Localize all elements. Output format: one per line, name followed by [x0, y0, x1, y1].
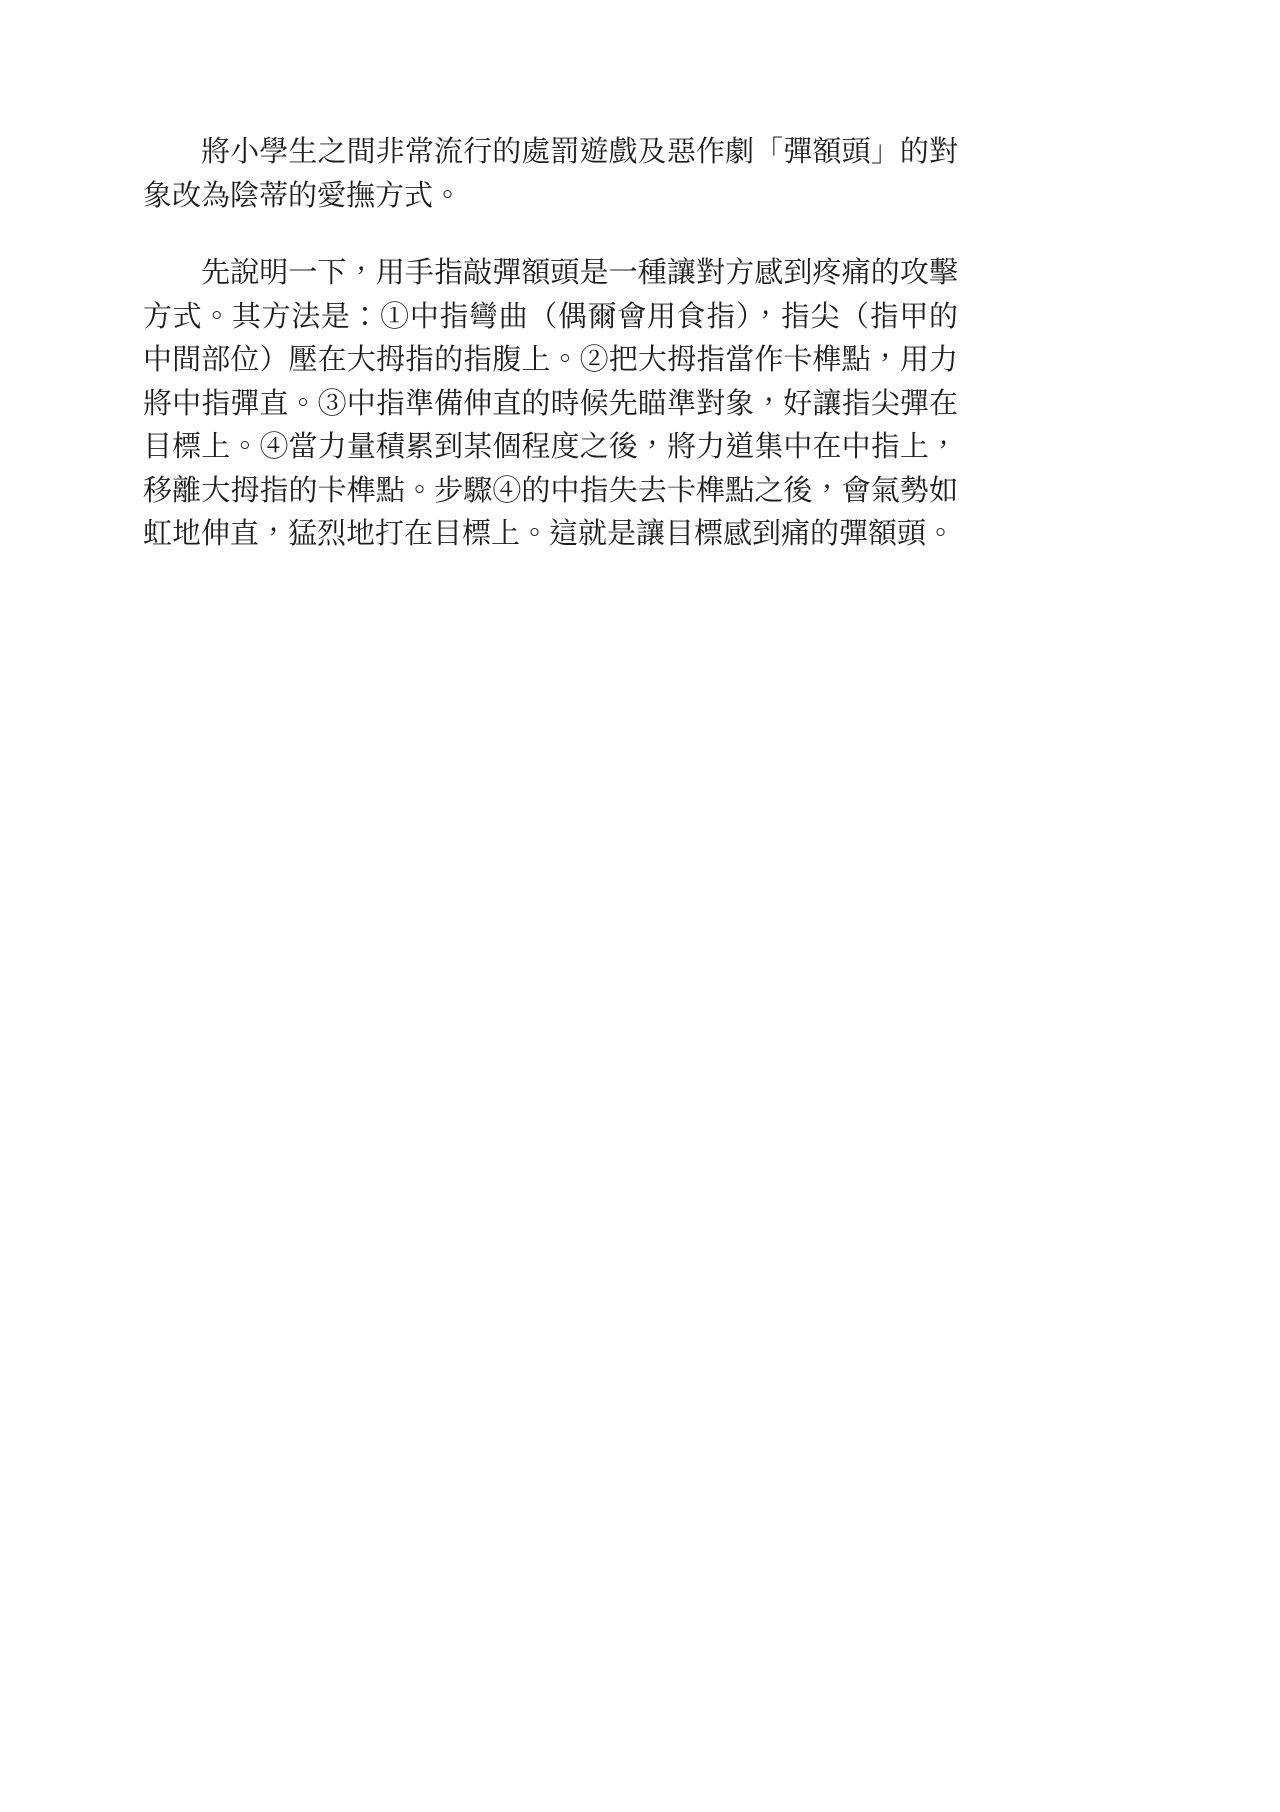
paragraph-intro: 將小學生之間非常流行的處罰遊戲及惡作劇「彈額頭」的對象改為陰蒂的愛撫方式。: [143, 136, 958, 212]
paragraph-explanation: 先說明一下，用手指敲彈額頭是一種讓對方感到疼痛的攻擊方式。其方法是：①中指彎曲（偶爾會用食指），指尖（指甲的中間部位）壓在大拇指的指腹上。②把大拇指當作卡榫點，用力將中指彈直。③中指準備伸直的時候先瞄準對象，好讓指尖彈在目標上。④當力量積累到某個程度之後，將力道集中在中指上，移離大拇指的卡榫點。步驟④的中指失去卡榫點之後，會氣勢如虹地伸直，猛烈地打在目標上。這就是讓目標感到痛的彈額頭。: [143, 257, 958, 550]
